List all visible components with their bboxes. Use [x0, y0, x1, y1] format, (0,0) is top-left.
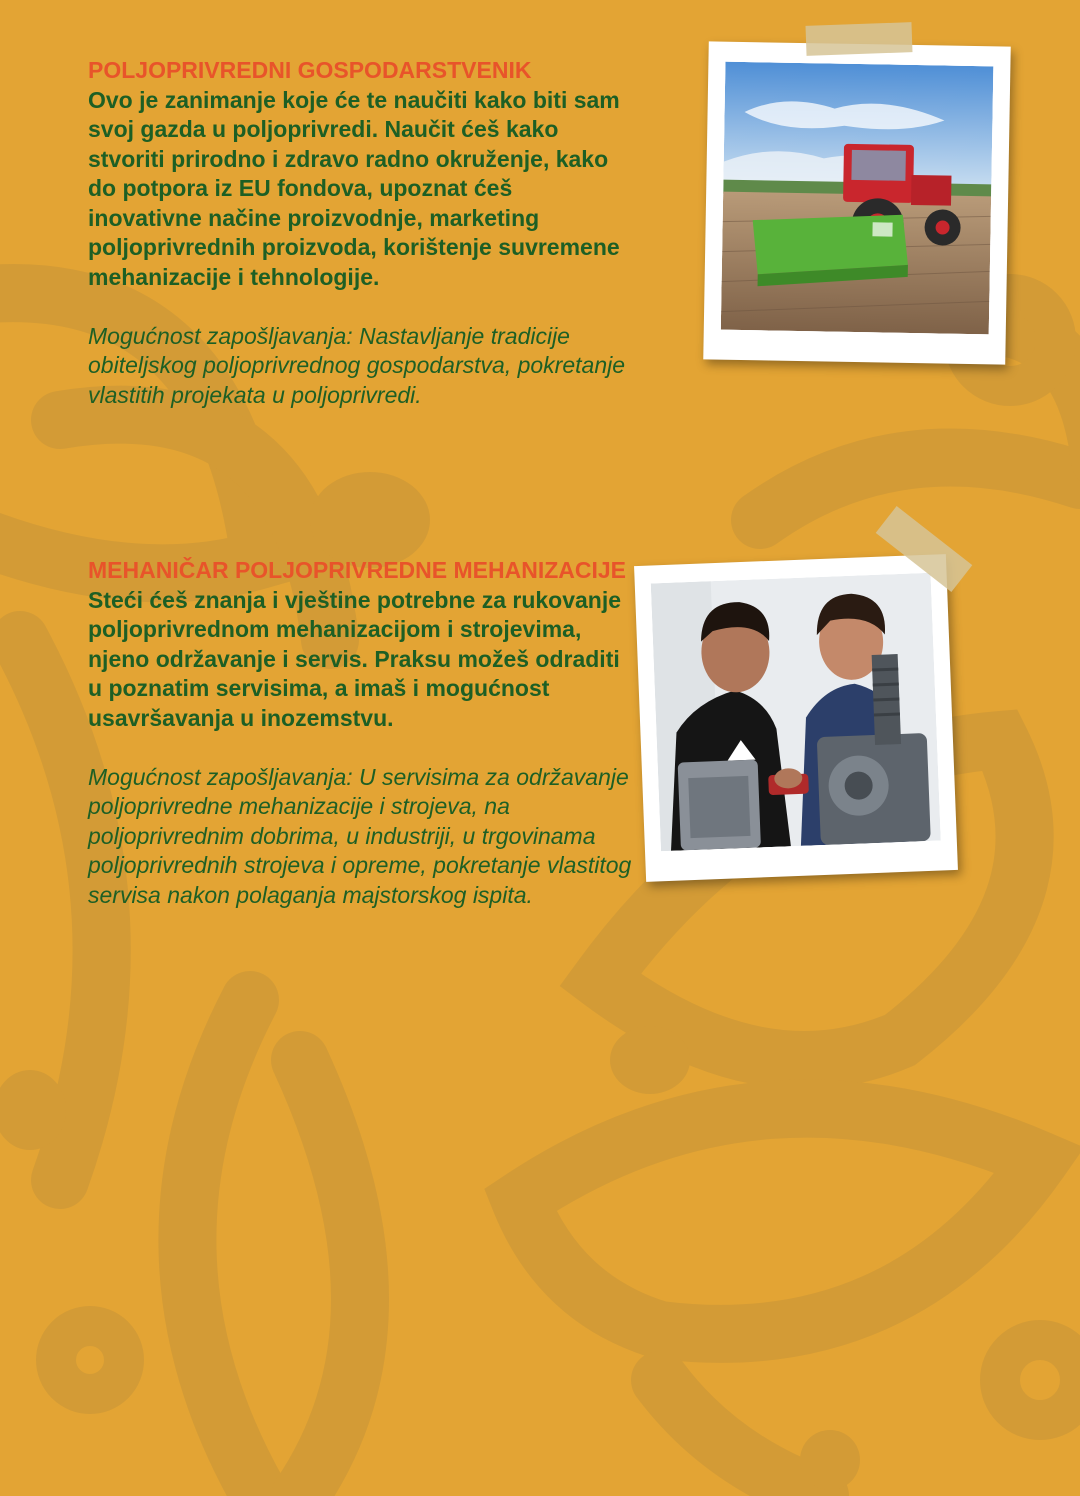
mechanics-photo [651, 573, 941, 852]
polaroid-frame [703, 41, 1011, 364]
section-title: MEHANIČAR POLJOPRIVREDNE MEHANIZACIJE [88, 557, 626, 583]
employment-info: Mogućnost zapošljavanja: U servisima za održavanje poljoprivredne mehanizacije i strojeva, na poljoprivrednim dobrima, u industriji, u trgovinama poljoprivrednih strojeva i opreme, pokretanje vlastitog servisa nakon polaganja majstorskog ispita. [88, 763, 632, 908]
section-title: POLJOPRIVREDNI GOSPODARSTVENIK [88, 57, 532, 83]
career-section-farmer [88, 56, 628, 410]
career-section-mechanic [88, 556, 633, 910]
polaroid-frame [634, 554, 958, 882]
section-description: Ovo je zanimanje koje će te naučiti kako biti sam svoj gazda u poljoprivredi. Naučit ćeš kako stvoriti prirodno i zdravo radno okruženje, kako do potpora iz EU fondova, upoznat ćeš inovativne načine proizvodnje, marketing poljoprivrednih proizvoda, korištenje suvremene mehanizacije i tehnologije. [88, 86, 620, 290]
employment-info: Mogućnost zapošljavanja: Nastavljanje tradicije obiteljskog poljoprivrednog gospodarstva, pokretanje vlastitih projekata u poljoprivredi. [88, 322, 626, 408]
section-description: Steći ćeš znanja i vještine potrebne za rukovanje poljoprivrednom mehanizacijom i strojevima, njeno održavanje i servis. Praksu možeš odraditi u poznatim servisima, a imaš i mogućnost usavršavanja u inozemstvu. [88, 586, 622, 731]
tractor-photo [721, 62, 994, 335]
tape-strip [806, 22, 913, 56]
